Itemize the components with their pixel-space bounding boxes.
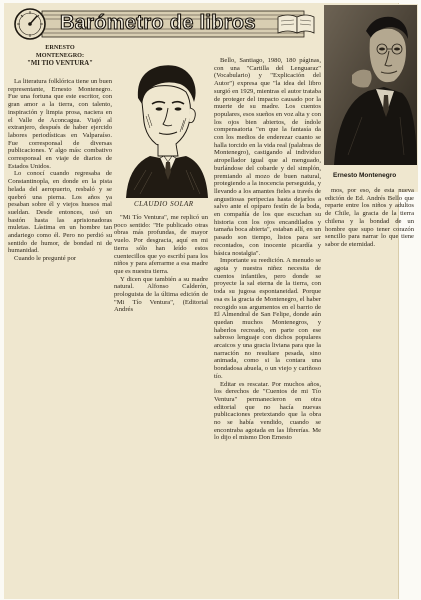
article-author: ERNESTO MONTENEGRO: (35, 44, 85, 59)
article-column-4 (325, 187, 414, 248)
article-paragraph: Bello, Santiago, 1980, 180 páginas, con una "Cartilla del Lenguaraz" (Vocabulario) y "Explicación del Autor") expresa que "la idea del libro surgió en 1929, mientras el autor trataba de proteger del impacto causado por la muerte de su madre. Los cuentos populares, esos sueños en voz alta y con los ojos bien abiertos, de índole compensatoria "en que la fantasía da con los medios de enderezar cuanto se halla torcido en la vida real (palabras de Montenegro), castigando al individuo atropellador igual que al menguado, burlándose del cobarde y del simplón, premiando al mozo de buen natural, protegiendo a la inocencia perseguida, y llevando a los amantes fieles a través de angustiosas peripecias hasta dejarlos a salvo ante el opíparo festín de la boda, en compañía de los que escuchan su historia con los ojos encandilados y tamaña boca abierta", estaban allí, en un pasado son tiempo, listos para ser recontados, con inocente picardía y básica nostalgia". (214, 57, 321, 257)
sketch-caption: CLAUDIO SOLAR (134, 200, 194, 208)
article-paragraph: Y dicen que también a su madre natural. Alfonso Calderón, prologuista de la última edición de "Mi Tío Ventura", (Editorial Andrés (114, 275, 208, 314)
article-paragraph: Lo conocí cuando regresaba de Constantinopla, en donde en la pista helada del aeropuerto, resbaló y se quebró una pierna. Los años ya pesaban sobre él y viejos huesos mal sueldan. Desde entonces, usó un bastón hasta las aprisionadoras muletas. Lástima en un hombre tan andariego como él. Pero no perdió su sentido de humor, de bondad ni de humanidad. (8, 170, 112, 255)
article-column-2 (114, 214, 208, 340)
author-photo (324, 5, 417, 165)
open-book-icon (278, 15, 314, 33)
article-paragraph: La literatura folklórica tiene un buen representante, Ernesto Montenegro. Fue una fortuna que este escritor, con gran amor a la tierra, con talento, inspiración y limpia prosa, naciera en el Valle de Aconcagua. Viajó al extranjero, después de haber ejercido labores periodísticas en Valparaíso. Fue corresponsal de diversas publicaciones. Y algo más: combativo corresponsal en viaje de diarios de Estados Unidos. (8, 78, 112, 170)
photo-caption: Ernesto Montenegro (333, 172, 397, 179)
article-paragraph: mos, por eso, de esta nueva edición de Ed. Andrés Bello que reparte entre los niños y adultos de Chile, la gracia de la tierra chilena y la bondad de un hombre que supo tener corazón sencillo para narrar lo que tiene sabor de eternidad. (325, 187, 414, 248)
article-paragraph: Cuando le pregunté por (14, 255, 77, 263)
article-paragraph: Editar es rescatar. Por muchos años, los derechos de "Cuentos de mi Tío Ventura" permanecieron en otra editorial que no hacía nuevas publicaciones pretextando que la obra no se había vendido, cuando se encontraba agotada en las librerías. Me lo dijo el mismo Don Ernesto (214, 380, 321, 442)
article-column-1 (8, 78, 112, 340)
article-column-3 (214, 57, 321, 598)
portrait-sketch (120, 58, 210, 198)
column-header (12, 6, 316, 42)
article-paragraph: Importante su reedición. A menudo se agota y nuestra niñez necesita de cuentos infantiles, pero donde se proyecte la sal eterna de la tierra, con toda su jugosa espontaneidad. Porque esa es la gracia de Montenegro, el haber recogido sus argumentos en el barrio de El Almendral de San Felipe, donde aún quedan muchos Montenegros, y haberlos recreado, en parte con ese sabroso lenguaje con dichos populares arcaicos y una gracia liviana para que la narración no resultare pesada, sino animada, como si la contara una bondadosa abuela, o un viejo y cariñoso tío. (214, 257, 321, 380)
article-paragraph: "Mi Tío Ventura", me replicó un poco sentido: "He publicado otras obras más profundas, de mayor vuelo. Por desgracia, aquí en mi tierra sólo han leído estos cuentecillos que yo escribí para los niños y para aferrarme a esa madre que es nuestra tierra. (114, 214, 208, 275)
column-title: Barómetro de libros (60, 12, 256, 34)
barometer-icon (15, 9, 45, 39)
article-heading (22, 44, 98, 68)
article-book-title: "MI TIO VENTURA" (27, 60, 93, 67)
